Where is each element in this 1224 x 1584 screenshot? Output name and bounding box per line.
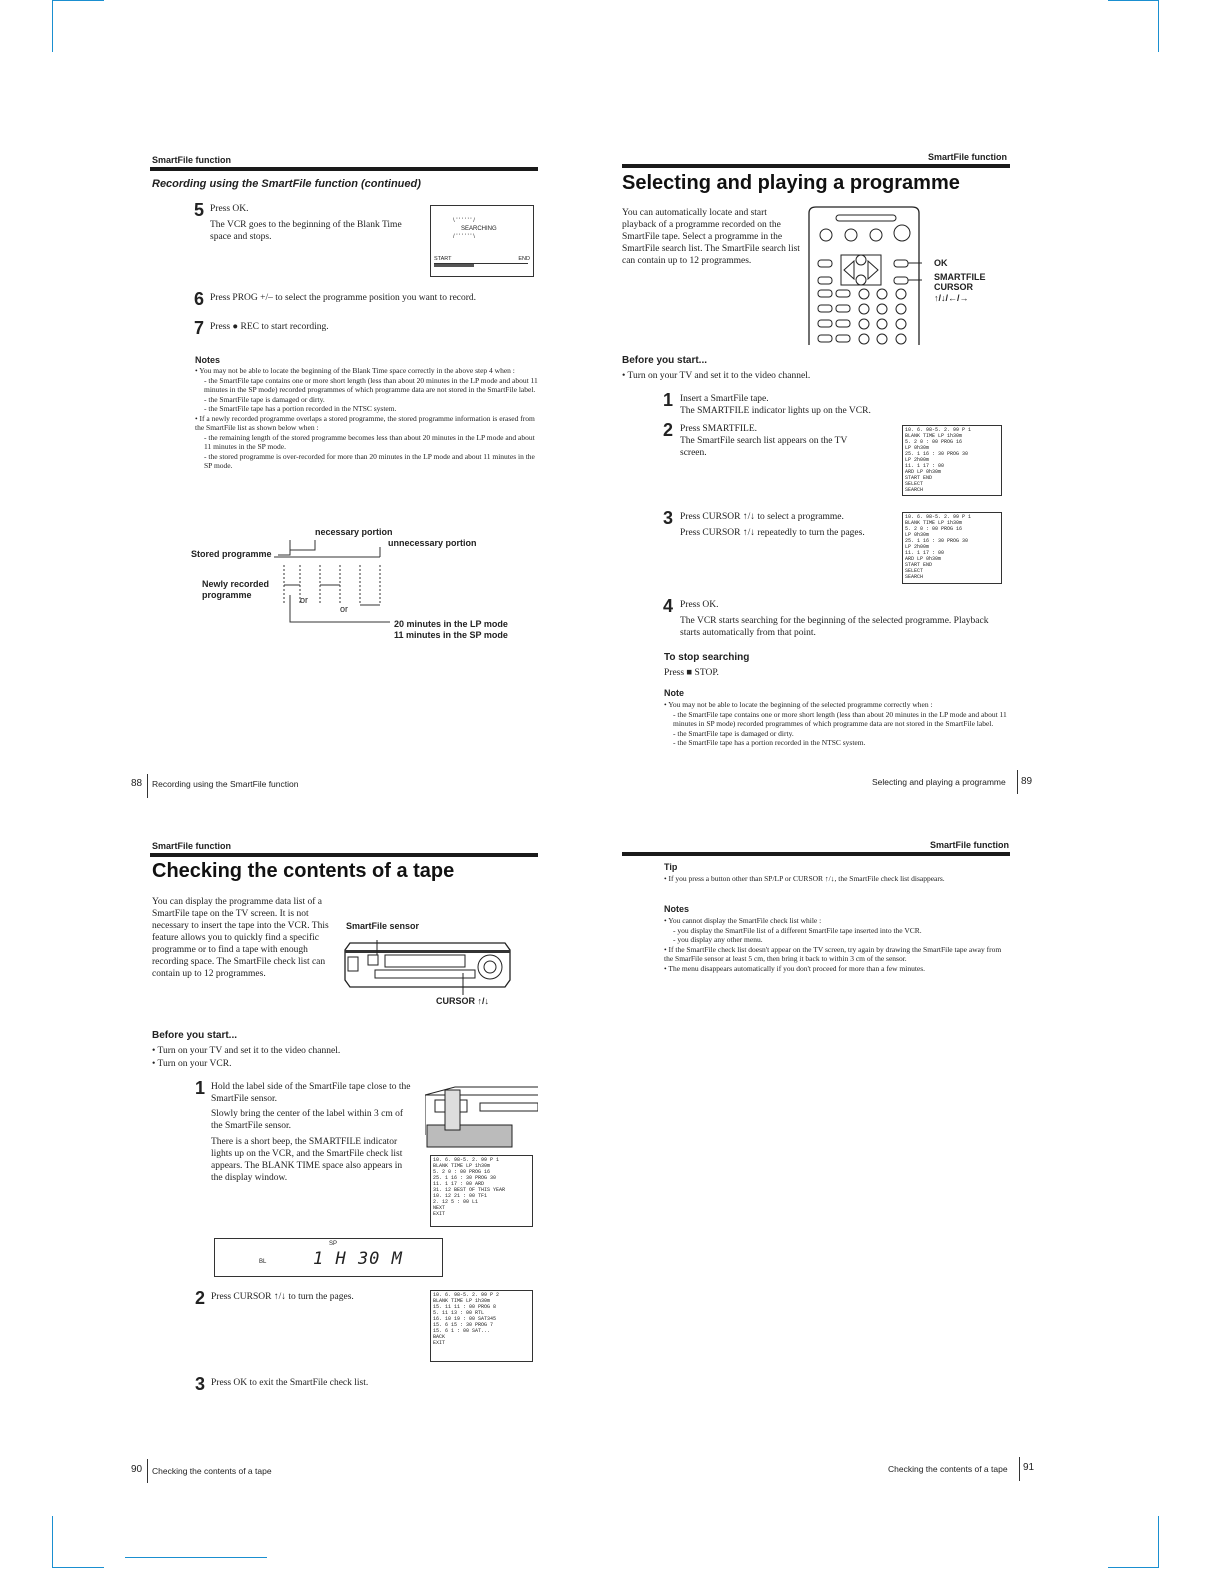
page-subtitle: Recording using the SmartFile function (continued) <box>152 178 421 190</box>
notes-list <box>664 916 1009 973</box>
screen-line: SEARCH <box>905 574 924 580</box>
before-item: • Turn on your TV and set it to the video channel. <box>622 371 811 381</box>
page-title: Checking the contents of a tape <box>152 860 455 882</box>
screen-line: 5. 2 0 : 00 PROG 16 <box>905 526 963 532</box>
search-list-screen <box>902 512 1002 584</box>
screen-line: LP 0h30m <box>905 532 930 538</box>
step-text: The SmartFile search list appears on the TV screen. <box>680 436 848 458</box>
searching-text: SEARCHING <box>461 226 497 232</box>
step-number: 5 <box>194 200 205 220</box>
page-footer: Checking the contents of a tape <box>152 1466 272 1476</box>
screen-line: BACK <box>433 1334 446 1340</box>
note-item: - the SmartFile tape has a portion recorded in the NTSC system. <box>673 738 866 747</box>
page-number: 88 <box>131 778 143 789</box>
page-number: 90 <box>131 1464 143 1475</box>
screen-line: 10. 6. 98-5. 2. 99 P 2 <box>433 1292 500 1298</box>
step-text: The SMARTFILE indicator lights up on the VCR. <box>680 406 871 416</box>
cursor-label: CURSOR ↑/↓ <box>436 996 490 1006</box>
note-item: - the SmartFile tape is damaged or dirty. <box>673 728 794 738</box>
check-list-screen <box>430 1290 533 1362</box>
screen-line: 16. 10 19 : 00 SAT345 <box>433 1316 497 1322</box>
cursor-label: CURSOR <box>934 282 974 292</box>
searching-rays-icon: \ ' ' ' ' ' ' / <box>453 218 475 224</box>
note-item: - the SmartFile tape contains one or more short length (less than about 20 minutes in the LP mode and about 11 minutes in SP mode) recorded programmes of which programme data are not stored in the SmartFile label. <box>673 709 1007 728</box>
note-item: - the SmartFile tape contains one or more short length (less than about 20 minutes in the LP mode and about 11 minutes in the SP mode) recorded programmes of which programme data are not stored in the SmartFile label. <box>204 375 538 394</box>
tip-heading: Tip <box>664 862 678 872</box>
sp-indicator: SP <box>329 1241 338 1247</box>
header-rule <box>150 853 538 857</box>
necessary-portion-label: necessary portion <box>315 527 393 537</box>
section-header: SmartFile function <box>928 152 1008 162</box>
screen-line: BLANK TIME LP 1h30m <box>905 520 963 526</box>
screen-line: 11. 1 17 : 00 ARD <box>433 1181 485 1187</box>
screen-line: LP 0h30m <box>905 445 930 451</box>
screen-line: SELECT <box>905 481 924 487</box>
notes-heading: Notes <box>195 355 221 365</box>
screen-line: START END <box>905 475 933 481</box>
smartfile-label: SMARTFILE <box>934 272 986 282</box>
screen-line: ARD LP 0h30m <box>905 556 942 562</box>
section-header: SmartFile function <box>152 841 232 851</box>
screen-line: 25. 1 16 : 30 PROG 30 <box>433 1175 497 1181</box>
crop-mark <box>52 1516 53 1568</box>
page-footer: Selecting and playing a programme <box>872 777 1006 787</box>
searching-rays-icon: / ' ' ' ' ' ' \ <box>453 234 475 240</box>
step-title: Insert a SmartFile tape. <box>680 394 769 404</box>
before-item: • Turn on your VCR. <box>152 1059 232 1069</box>
before-item: • Turn on your TV and set it to the video channel. <box>152 1046 341 1056</box>
note-item: • The menu disappears automatically if you don't proceed for more than a few minutes. <box>664 963 926 973</box>
intro-text: You can automatically locate and start playback of a programme recorded on the SmartFile tape. Select a programme in the SmartFile search list. The SmartFile search list can contain up to 12 programmes. <box>622 208 800 266</box>
step-title: Press OK to exit the SmartFile check list. <box>211 1378 369 1388</box>
or-label: or <box>300 595 309 605</box>
stop-heading: To stop searching <box>664 652 750 663</box>
tape-sensor-illustration <box>425 1085 538 1150</box>
screen-line: 10. 12 21 : 00 TF1 <box>433 1193 488 1199</box>
note-item: - the SmartFile tape has a portion recorded in the NTSC system. <box>204 404 397 413</box>
step-text: Press PROG +/– to select the programme position you want to record. <box>210 293 477 303</box>
note-item: - the stored programme is over-recorded for more than 20 minutes in the LP mode and about 11 minutes in the SP mode. <box>204 451 535 470</box>
note-item: - the SmartFile tape is damaged or dirty. <box>204 394 325 404</box>
screen-line: 5. 11 13 : 00 RTL <box>433 1310 485 1316</box>
stored-programme-label: Stored programme <box>191 549 272 559</box>
screen-line: 15. 6 15 : 30 PROG 7 <box>433 1322 494 1328</box>
step-title: Press OK. <box>210 204 249 214</box>
step-title: Press CURSOR ↑/↓ to select a programme. <box>680 512 844 522</box>
step-title: Hold the label side of the SmartFile tape close to the SmartFile sensor. <box>211 1082 411 1104</box>
screen-line: LP 2h00m <box>905 544 930 550</box>
screen-line: ARD LP 0h30m <box>905 469 942 475</box>
step-number: 3 <box>195 1374 206 1394</box>
screen-line: NEXT <box>433 1205 446 1211</box>
screen-line: LP 2h00m <box>905 457 930 463</box>
remote-control-illustration <box>806 205 922 345</box>
section-header: SmartFile function <box>152 155 232 165</box>
screen-line: 11. 1 17 : 00 <box>905 550 945 556</box>
note-heading: Note <box>664 688 684 698</box>
step-text: Press ● REC to start recording. <box>210 322 329 332</box>
header-rule <box>150 167 538 171</box>
step-title: Press SMARTFILE. <box>680 424 758 434</box>
screen-line: 25. 1 16 : 30 PROG 30 <box>905 538 969 544</box>
bl-indicator: BL <box>259 1259 267 1265</box>
screen-line: 5. 2 0 : 00 PROG 16 <box>433 1169 491 1175</box>
tape-start-label: START <box>434 256 452 262</box>
step-number: 3 <box>663 508 674 528</box>
note-item: • If a newly recorded programme overlaps a stored programme, the stored programme information is erased from the SmartFile list as shown below when : <box>195 413 535 432</box>
sensor-label: SmartFile sensor <box>346 921 420 931</box>
note-item: - the remaining length of the stored programme becomes less than about 20 minutes in the LP mode and about 11 minutes in the SP mode. <box>204 432 535 451</box>
page-number-divider <box>147 774 148 798</box>
tape-sensor-svg <box>425 1085 538 1150</box>
crop-mark <box>1158 1516 1159 1568</box>
page-footer: Recording using the SmartFile function <box>152 779 299 789</box>
note-item: • You may not be able to locate the beginning of the Blank Time space correctly in the above step 4 when : <box>195 366 515 375</box>
step-text: The VCR starts searching for the beginning of the selected programme. Playback starts automatically from that point. <box>680 616 989 638</box>
crop-mark <box>52 1567 104 1568</box>
overlap-diagram <box>190 525 530 645</box>
step-title: Press OK. <box>680 600 719 610</box>
search-list-screen <box>902 425 1002 496</box>
step-text: The VCR goes to the beginning of the Blank Time space and stops. <box>210 220 402 242</box>
note-item: - you display any other menu. <box>673 935 763 944</box>
newly-recorded-label: Newly recorded programme <box>202 579 270 600</box>
tape-end-label: END <box>518 256 530 262</box>
crop-mark <box>52 0 104 1</box>
crop-mark <box>1108 0 1159 1</box>
crop-mark <box>1108 1567 1159 1568</box>
bottom-rule <box>125 1557 267 1558</box>
unnecessary-portion-label: unnecessary portion <box>388 538 477 548</box>
step-number: 6 <box>194 289 205 309</box>
section-header: SmartFile function <box>930 840 1010 850</box>
before-heading: Before you start... <box>622 355 708 366</box>
page-number-divider <box>1017 770 1018 794</box>
page-footer: Checking the contents of a tape <box>888 1464 1008 1474</box>
vcr-display-window <box>214 1238 443 1277</box>
vcr-svg <box>340 935 520 1005</box>
header-rule <box>622 852 1010 856</box>
step-number: 1 <box>663 390 674 410</box>
screen-line: EXIT <box>433 1211 446 1217</box>
notes-heading: Notes <box>664 904 690 914</box>
screen-line: SELECT <box>905 568 924 574</box>
searching-screen <box>430 205 534 277</box>
header-rule <box>622 164 1010 168</box>
step-number: 2 <box>195 1288 206 1308</box>
screen-line: 15. 11 11 : 00 PROG 8 <box>433 1304 497 1310</box>
screen-line: SEARCH <box>905 487 924 493</box>
notes-list <box>195 366 540 471</box>
screen-line: 10. 6. 98-5. 2. 99 P 1 <box>905 427 972 433</box>
screen-line: EXIT <box>433 1340 446 1346</box>
step-number: 2 <box>663 420 674 440</box>
lp-mode-label: 20 minutes in the LP mode <box>394 619 508 629</box>
vcr-illustration <box>340 935 520 1005</box>
step-text: Press CURSOR ↑/↓ repeatedly to turn the pages. <box>680 528 865 538</box>
screen-line: 10. 6. 98-5. 2. 99 P 1 <box>433 1157 500 1163</box>
cursor-arrows-label: ↑/↓/←/→ <box>934 293 969 303</box>
tape-bar-fill <box>434 264 474 267</box>
step-number: 7 <box>194 318 205 338</box>
ok-label: OK <box>934 258 948 268</box>
intro-text: You can display the programme data list of a SmartFile tape on the TV screen. It is not necessary to insert the tape into the VCR. This feature allows you to quickly find a specific programme or to find a tape with enough recording space. The SmartFile check list can contain up to 12 programmes. <box>152 897 329 979</box>
note-item: • You may not be able to locate the beginning of the selected programme correctly when : <box>664 700 933 709</box>
step-number: 4 <box>663 596 674 616</box>
note-item: • You cannot display the SmartFile check list while : <box>664 916 822 925</box>
note-item: - you display the SmartFile list of a different SmartFile tape inserted into the VCR. <box>673 925 922 935</box>
crop-mark <box>52 0 53 52</box>
or-label: or <box>340 604 349 614</box>
step-number: 1 <box>195 1078 206 1098</box>
check-list-screen <box>430 1155 533 1227</box>
screen-line: BLANK TIME LP 1h30m <box>905 433 963 439</box>
sp-mode-label: 11 minutes in the SP mode <box>394 630 508 640</box>
crop-mark <box>1158 0 1159 52</box>
before-heading: Before you start... <box>152 1030 238 1041</box>
note-item: • If the SmartFile check list doesn't appear on the TV screen, try again by drawing the SmartFile tape away from the SmarFile sensor at least 5 cm, then bring it back to within 3 cm of the sensor. <box>664 944 1002 963</box>
screen-line: 11. 1 17 : 00 <box>905 463 945 469</box>
page-number: 89 <box>1021 776 1033 787</box>
screen-line: 5. 2 0 : 00 PROG 16 <box>905 439 963 445</box>
screen-line: 25. 1 16 : 30 PROG 30 <box>905 451 969 457</box>
remote-control-svg <box>806 205 922 345</box>
step-text: Slowly bring the center of the label within 3 cm of the SmartFile sensor. <box>211 1109 404 1131</box>
screen-line: START END <box>905 562 933 568</box>
screen-line: 10. 6. 98-5. 2. 99 P 1 <box>905 514 972 520</box>
note-list <box>664 700 1009 748</box>
screen-line: BLANK TIME LP 1h30m <box>433 1298 491 1304</box>
screen-line: BLANK TIME LP 1h30m <box>433 1163 491 1169</box>
screen-line: 2. 12 5 : 00 L1 <box>433 1199 479 1205</box>
step-title: Press CURSOR ↑/↓ to turn the pages. <box>211 1292 354 1302</box>
stop-text: Press ■ STOP. <box>664 668 719 678</box>
page-title: Selecting and playing a programme <box>622 172 960 194</box>
screen-line: 15. 6 1 : 00 SAT... <box>433 1328 491 1334</box>
page-number-divider <box>147 1459 148 1483</box>
page-number: 91 <box>1023 1462 1035 1473</box>
blank-time-display: 1 H 30 M <box>313 1249 403 1269</box>
screen-line: 31. 12 BEST OF THIS YEAR <box>433 1187 506 1193</box>
step-text: There is a short beep, the SMARTFILE indicator lights up on the VCR, and the SmartFile check list appears. The BLANK TIME space also appears in the display window. <box>211 1137 403 1183</box>
page-number-divider <box>1019 1457 1020 1481</box>
tip-text: • If you press a button other than SP/LP or CURSOR ↑/↓, the SmartFile check list disappears. <box>664 874 945 883</box>
